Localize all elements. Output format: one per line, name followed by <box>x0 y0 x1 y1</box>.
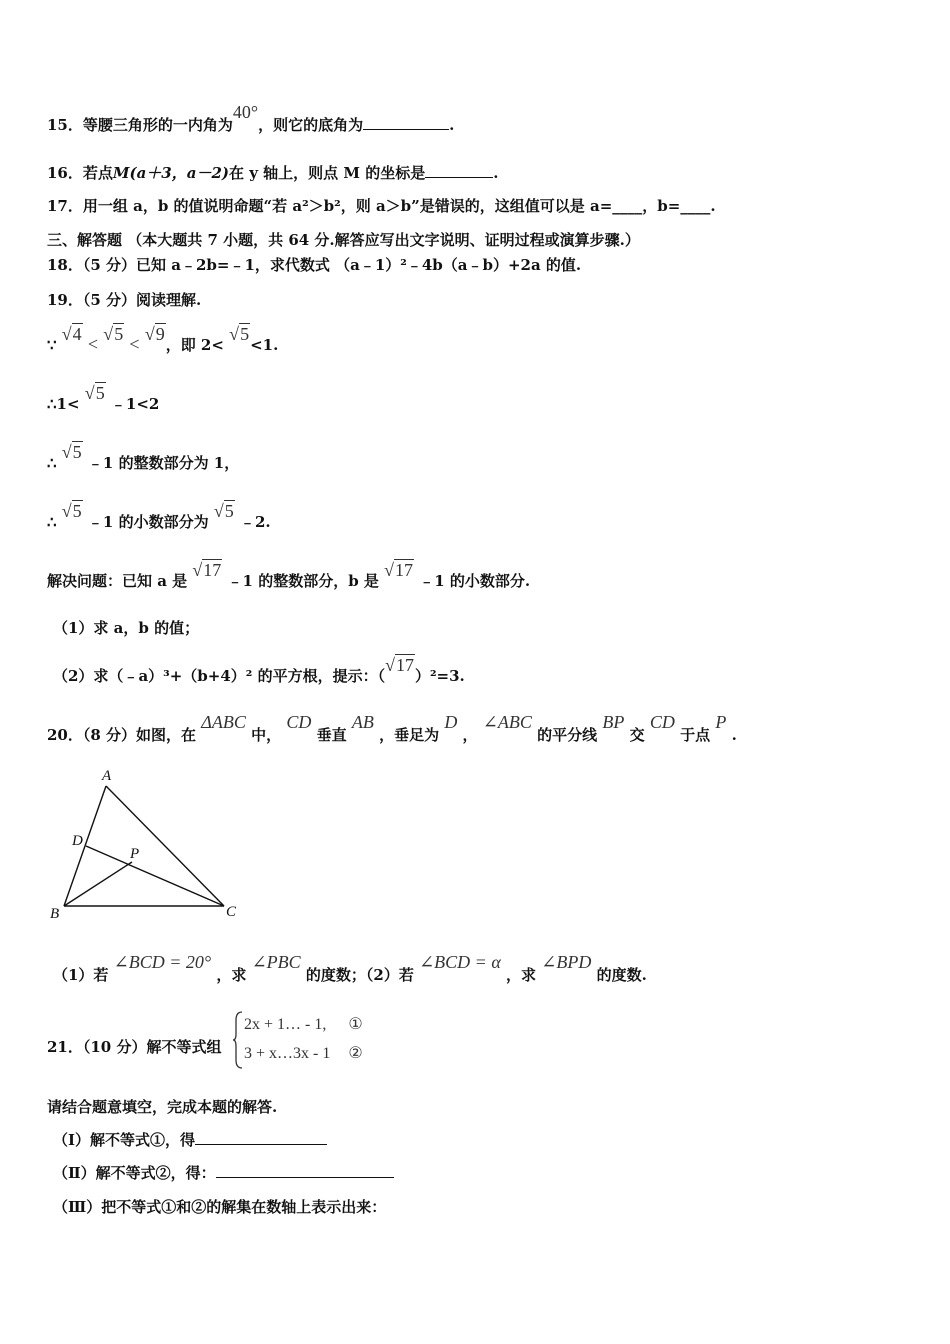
q20-end: . <box>731 726 737 744</box>
q20-pbc: ∠PBC <box>251 952 301 972</box>
eq1-text: 2x + 1… - 1, <box>244 1016 327 1033</box>
question-17: 17．用一组 a，b 的值说明命题“若 a²＞b²，则 a＞b”是错误的，这组值可以是 a=____，b=____. <box>47 197 716 215</box>
label-a: A <box>102 768 112 784</box>
radicand-5: 5 <box>114 324 124 344</box>
section-heading: 三、解答题 （本大题共 7 小题，共 64 分.解答应写出文字说明、证明过程或演算步骤.） <box>47 231 640 249</box>
radicand-17: 17 <box>203 560 222 580</box>
q20-cd: CD <box>286 712 312 732</box>
q16-mid: 在 y 轴上，则点 M 的坐标是 <box>229 164 426 182</box>
question-15 <box>47 102 455 135</box>
q15-answer-blank[interactable] <box>363 115 449 130</box>
q20-s1: （1）若 <box>53 966 109 984</box>
q20-s3: 的度数；（2）若 <box>305 966 414 984</box>
label-b: B <box>50 906 60 922</box>
label-p: P <box>130 846 140 862</box>
q20-bpd: ∠BPD <box>541 952 592 972</box>
q19-l1-post: ，即 2< <box>165 336 224 354</box>
q19-part-2 <box>53 655 465 686</box>
question-16 <box>47 163 498 183</box>
sqrt-4: √4 <box>61 324 82 344</box>
q20-triangle: ΔABC <box>201 712 246 732</box>
lt-1: < <box>87 334 99 354</box>
radicand-5e: 5 <box>72 501 82 521</box>
q19-l3-post: ﹣1 的整数部分为 1， <box>87 454 240 472</box>
q21-step-3: （Ⅲ）把不等式①和②的解集在数轴上表示出来： <box>53 1198 387 1216</box>
radicand-5f: 5 <box>224 501 234 521</box>
radicand-17c: 17 <box>395 655 414 675</box>
q20-p: P <box>715 712 727 732</box>
sqrt-5: √5 <box>103 324 124 344</box>
lt-2: < <box>129 334 140 354</box>
q20-t1: 中， <box>251 726 282 744</box>
q21-a1-blank[interactable] <box>195 1130 327 1145</box>
q20-t5: 的平分线 <box>537 726 598 744</box>
q20-s2: ，求 <box>216 966 247 984</box>
q19-l4-mid: ﹣1 的小数部分为 <box>87 513 209 531</box>
q21-a2-text: （Ⅱ）解不等式②，得： <box>53 1164 216 1182</box>
q15-end: . <box>449 116 455 134</box>
radicand-4: 4 <box>72 324 82 344</box>
radicand-5d: 5 <box>72 442 82 462</box>
q19-l2-post: ﹣1<2 <box>110 395 160 413</box>
edge-ab <box>64 786 106 906</box>
radicand-5b: 5 <box>240 324 250 344</box>
left-brace-icon <box>232 1010 244 1070</box>
q19-line-1 <box>47 324 279 355</box>
q20-t4: ， <box>462 726 478 744</box>
q20-d: D <box>444 712 458 732</box>
q21-a1-text: （Ⅰ）解不等式①，得 <box>53 1131 196 1149</box>
q19-part-1: （1）求 a，b 的值； <box>53 619 200 637</box>
question-20 <box>47 712 737 745</box>
sqrt-17c: √17 <box>385 655 414 675</box>
question-21: 21．（10 分）解不等式组 <box>47 1038 222 1056</box>
circle-1-icon: ① <box>348 1016 363 1033</box>
circle-2-icon: ② <box>348 1045 363 1062</box>
q19-l2-pre: ∴1< <box>47 395 80 413</box>
q20-bp: BP <box>602 712 625 732</box>
sqrt-5c: √5 <box>84 383 105 403</box>
q19-p2-pre: （2）求（﹣a）³+（b+4）² 的平方根，提示：（ <box>53 667 386 685</box>
q15-post: ，则它的底角为 <box>258 116 364 134</box>
question-19-title: 19．（5 分）阅读理解. <box>47 291 202 309</box>
sqrt-5d: √5 <box>61 442 82 462</box>
q20-s5: 的度数. <box>596 966 647 984</box>
q19-line-3 <box>47 442 240 473</box>
q20-t2: 垂直 <box>316 726 347 744</box>
q21-hint: 请结合题意填空，完成本题的解答. <box>47 1098 278 1116</box>
sqrt-5f: √5 <box>213 501 234 521</box>
sqrt-5e: √5 <box>61 501 82 521</box>
inequality-1 <box>244 1014 363 1034</box>
q19-l4-post: ﹣2. <box>239 513 271 531</box>
q20-bcd-20: ∠BCD = 20° <box>113 952 212 972</box>
q15-text: 15．等腰三角形的一内角为 <box>47 116 233 134</box>
q16-text: 16．若点 <box>47 164 113 182</box>
sqrt-17: √17 <box>192 560 222 580</box>
edge-ac <box>106 786 224 906</box>
radicand-5c: 5 <box>95 383 105 403</box>
sqrt-5b: √5 <box>229 324 250 344</box>
radicand-17b: 17 <box>395 560 414 580</box>
q19-p2-post: ）²=3. <box>414 667 465 685</box>
eq2-text: 3 + x…3x - 1 <box>244 1045 331 1062</box>
q16-end: . <box>493 164 499 182</box>
q16-answer-blank[interactable] <box>425 163 493 178</box>
q19-l1-end: <1. <box>250 336 279 354</box>
triangle-figure <box>44 766 244 926</box>
label-d: D <box>72 833 83 849</box>
q21-a2-blank[interactable] <box>216 1163 394 1178</box>
segment-cd <box>86 846 224 906</box>
sqrt-17b: √17 <box>384 560 414 580</box>
q20-s4: ，求 <box>506 966 537 984</box>
segment-bp <box>64 862 132 906</box>
q20-parts <box>53 952 647 985</box>
radicand-9: 9 <box>155 324 165 344</box>
q15-angle: 40° <box>232 102 259 122</box>
q20-pre: 20．（8 分）如图，在 <box>47 726 197 744</box>
q20-bcd-alpha: ∠BCD = α <box>419 952 501 972</box>
q20-t7: 于点 <box>680 726 711 744</box>
label-c: C <box>226 904 237 920</box>
inequality-system <box>232 1010 392 1070</box>
inequality-2 <box>244 1043 363 1063</box>
q19-l4-pre: ∴ <box>47 513 57 531</box>
q19-solve-post: ﹣1 的小数部分. <box>419 572 531 590</box>
q20-ab: AB <box>351 712 374 732</box>
q19-solve <box>47 560 531 591</box>
q20-cd2: CD <box>649 712 675 732</box>
q19-l3-pre: ∴ <box>47 454 57 472</box>
q19-solve-pre: 解决问题：已知 a 是 <box>47 572 188 590</box>
therefore-symbol: ∵ <box>47 336 57 354</box>
q19-line-2 <box>47 383 160 414</box>
q20-angle-abc: ∠ABC <box>482 712 532 732</box>
q20-t6: 交 <box>629 726 645 744</box>
q19-line-4 <box>47 501 271 532</box>
q16-point: M(a＋3，a－2) <box>112 164 229 182</box>
sqrt-9: √9 <box>144 324 165 344</box>
q21-step-2 <box>53 1163 394 1183</box>
q20-t3: ，垂足为 <box>379 726 440 744</box>
question-18: 18．（5 分）已知 a﹣2b=﹣1，求代数式 （a﹣1）²﹣4b（a﹣b）+2a 的值. <box>47 256 582 274</box>
q21-step-1 <box>53 1130 327 1150</box>
q19-solve-mid: ﹣1 的整数部分，b 是 <box>227 572 379 590</box>
